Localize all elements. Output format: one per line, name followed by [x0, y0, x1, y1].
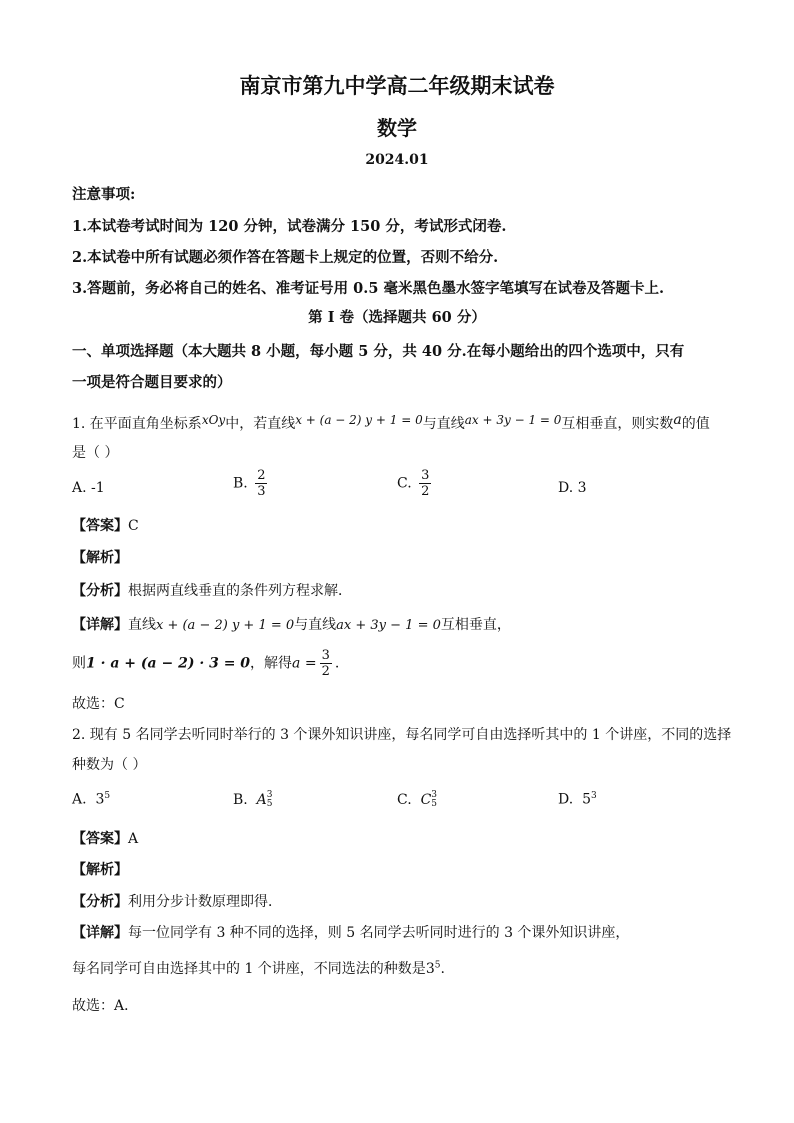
- q1-suffix: 的值: [681, 416, 710, 432]
- notice-heading: 注意事项:: [72, 186, 136, 203]
- notice-item-1: 1.本试卷考试时间为 120 分钟，试卷满分 150 分，考试形式闭卷.: [72, 218, 507, 235]
- q2-option-b[interactable]: [233, 791, 273, 809]
- q1-detail: [72, 614, 511, 634]
- q1-detail-text3: 互相垂直，: [440, 617, 511, 633]
- q1-coord: xOy: [201, 413, 226, 427]
- q2-option-b-letter: A: [256, 792, 267, 808]
- exam-title: 南京市第九中学高二年级期末试卷: [239, 73, 555, 98]
- q1-solution-den: 2: [321, 664, 330, 679]
- q1-option-c-fraction: [419, 468, 431, 499]
- q1-option-b[interactable]: [233, 468, 270, 499]
- q2-stem-line2: 种数为（ ）: [72, 757, 147, 773]
- q1-option-b-label: B.: [233, 475, 248, 492]
- q1-prefix: 1. 在平面直角坐标系: [72, 416, 202, 432]
- q1-detail-tag: 【详解】: [72, 617, 128, 633]
- q2-fenxi: [72, 891, 282, 911]
- q2-choice: 故选：A．: [72, 998, 139, 1014]
- q1-option-b-fraction: [255, 468, 267, 499]
- q1-option-c-num: 3: [421, 468, 430, 483]
- section-heading-line1: 一、单项选择题（本大题共 8 小题，每小题 5 分，共 40 分.在每小题给出的四个选项中，只有: [72, 343, 685, 360]
- part-heading: 第 I 卷（选择题共 60 分）: [308, 309, 486, 326]
- q1-fenxi: [72, 580, 352, 600]
- q2-option-d-label: D.: [558, 791, 574, 808]
- q1-detail-line-b: ax + 3y − 1 = 0: [336, 618, 441, 633]
- q1-solution-var: a =: [292, 655, 317, 672]
- q2-answer: [72, 828, 138, 848]
- q2-option-c-sup: 3: [431, 790, 438, 800]
- q2-detail-tag: 【详解】: [72, 925, 128, 941]
- q1-solution-fraction: [320, 648, 332, 679]
- q2-answer-tag: 【答案】: [72, 831, 128, 847]
- q2-option-c-letter: C: [420, 792, 432, 808]
- q2-fenxi-tag: 【分析】: [72, 894, 128, 910]
- section-heading-line2: 一项是符合题目要求的）: [72, 374, 232, 391]
- q1-mid1: 中，若直线: [225, 416, 296, 432]
- q1-detail-line-a: x + (a − 2) y + 1 = 0: [156, 618, 295, 633]
- notice-item-2: 2.本试卷中所有试题必须作答在答题卡上规定的位置，否则不给分.: [72, 249, 499, 266]
- q1-answer-tag: 【答案】: [72, 518, 128, 534]
- q2-detail: [72, 922, 629, 942]
- q2-stem-line1: 2. 现有 5 名同学去听同时举行的 3 个课外知识讲座，每名同学可自由选择听其中的 1 个讲座，不同的选择: [72, 727, 732, 743]
- q1-option-b-den: 3: [257, 484, 266, 499]
- q1-answer-value: C: [128, 518, 139, 534]
- q1-fenxi-text: 根据两直线垂直的条件列方程求解．: [128, 583, 352, 599]
- q1-mid3: 互相垂直，则实数: [561, 416, 674, 432]
- q2-option-d[interactable]: [558, 791, 597, 808]
- q2-analysis-tag: 【解析】: [72, 862, 128, 878]
- q1-detail-text1: 直线: [128, 617, 156, 633]
- q2-option-d-exp: 3: [591, 791, 597, 801]
- q2-option-a-label: A.: [72, 791, 87, 808]
- q2-option-c-label: C.: [397, 792, 412, 808]
- q1-line-b: ax + 3y − 1 = 0: [464, 413, 562, 427]
- q2-detail-base: 3: [425, 961, 435, 977]
- exam-subject: 数学: [377, 116, 417, 140]
- q1-option-c-label: C.: [397, 475, 412, 492]
- q2-option-c[interactable]: [397, 791, 437, 809]
- q1-detail-text2: 与直线: [294, 617, 337, 633]
- q2-option-b-sup: 3: [266, 790, 273, 800]
- q1-solution-num: 3: [321, 648, 330, 663]
- q2-option-a-base: 3: [95, 791, 105, 808]
- q2-option-c-sub: 5: [431, 799, 438, 809]
- q1-option-a[interactable]: A. -1: [72, 480, 105, 496]
- q2-option-b-sub: 5: [266, 799, 273, 809]
- q1-equation: 1 · a + (a − 2) · 3 = 0: [86, 655, 251, 672]
- q2-option-a-exp: 5: [104, 791, 111, 801]
- q2-fenxi-text: 利用分步计数原理即得．: [128, 894, 282, 910]
- q1-equation-line: 则1 · a + (a − 2) · 3 = 0，解得a = $\frac{3}{2}$ .: [72, 648, 340, 679]
- q1-then: 则: [72, 655, 86, 672]
- q1-option-c-den: 2: [421, 484, 430, 499]
- q2-option-d-base: 5: [582, 791, 592, 808]
- q1-mid2: 与直线: [422, 416, 465, 432]
- q2-detail-exp: 5: [434, 960, 441, 971]
- q1-analysis-tag: 【解析】: [72, 550, 128, 566]
- q2-option-a[interactable]: [72, 791, 110, 808]
- q2-detail-line2: [72, 958, 445, 978]
- q1-line-a: x + (a − 2) y + 1 = 0: [295, 413, 423, 427]
- exam-date: 2024.01: [365, 152, 429, 168]
- q2-option-b-label: B.: [233, 792, 248, 808]
- q1-option-d[interactable]: D. 3: [558, 480, 587, 496]
- q1-fenxi-tag: 【分析】: [72, 583, 128, 599]
- q2-detail-end: .: [440, 961, 445, 977]
- notice-item-3: 3.答题前，务必将自己的姓名、准考证号用 0.5 毫米黑色墨水签字笔填写在试卷及答题卡上.: [72, 280, 665, 297]
- q1-solve: ，解得: [250, 655, 293, 672]
- q1-option-c[interactable]: [397, 468, 434, 499]
- q1-choice: 故选：C: [72, 696, 125, 712]
- q2-detail-text2: 每名同学可自由选择其中的 1 个讲座，不同选法的种数是: [72, 961, 426, 977]
- q1-var: a: [673, 412, 682, 428]
- q1-option-b-num: 2: [257, 468, 266, 483]
- q2-answer-value: A: [128, 831, 139, 847]
- q1-stem-line2: 是（ ）: [72, 445, 119, 461]
- q2-detail-text1: 每一位同学有 3 种不同的选择，则 5 名同学去听同时进行的 3 个课外知识讲座，: [128, 925, 630, 941]
- q1-stem: [72, 412, 710, 433]
- q1-answer: [72, 515, 139, 535]
